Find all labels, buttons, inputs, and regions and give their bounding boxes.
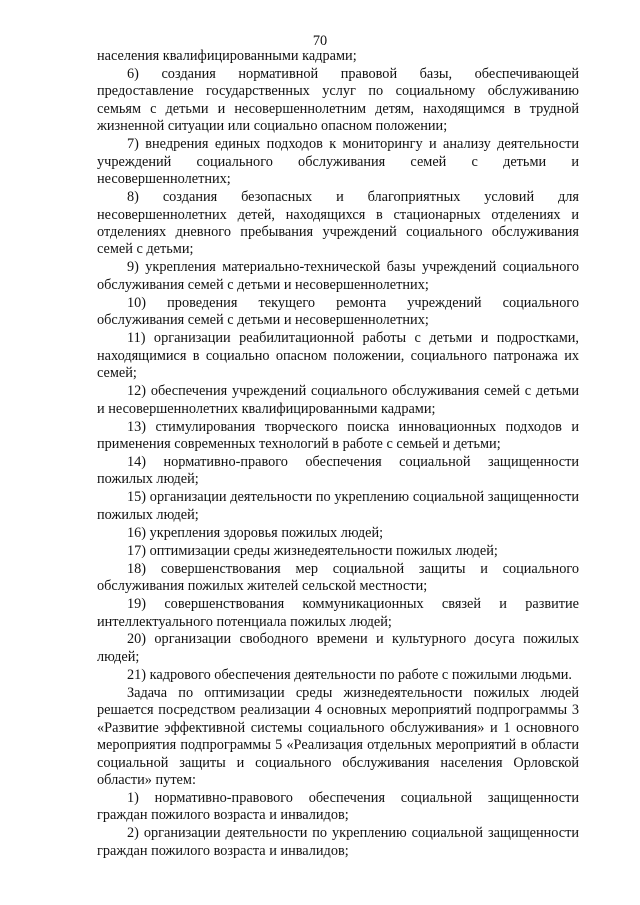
- list-item-11: 11) организации реабилитационной работы с детьми и подростками, находящимися в социально опасном положении, социального патронажа их семей;: [97, 330, 579, 382]
- list-item-16: 16) укрепления здоровья пожилых людей;: [127, 524, 384, 541]
- list-item-18: 18) совершенствования мер социальной защиты и социального обслуживания пожилых жителей сельской местности;: [97, 560, 579, 595]
- list-item-12: 12) обеспечения учреждений социального обслуживания семей с детьми и несовершеннолетних квалифицированными кадрами;: [97, 383, 579, 417]
- list-item-8: 8) создания безопасных и благоприятных условий для несовершеннолетних детей, находящихся в стационарных отделениях и отделениях дневного пребывания учреждений социального обслуживания семей с детьми;: [97, 189, 579, 258]
- list-item-9: 9) укрепления материально-технической базы учреждений социального обслуживания семей с детьми и несовершеннолетних;: [97, 259, 579, 293]
- list-item-7: 7) внедрения единых подходов к мониторингу и анализу деятельности учреждений социального обслуживания семей с детьми и несовершеннолетних;: [97, 136, 579, 188]
- list-item-19: 19) совершенствования коммуникационных связей и развитие интеллектуального потенциала пожилых людей;: [97, 596, 579, 630]
- page-number: 70: [312, 33, 328, 49]
- task-paragraph: Задача по оптимизации среды жизнедеятельности пожилых людей решается посредством реализации 4 основных мероприятий подпрограммы 3 «Развитие эффективной системы социального обслуживания» и 1 основного мероприятия подпрограммы 5 «Реализация отдельных мероприятий в области социальной защиты и социального обслуживания населения Орловской области» путем:: [97, 684, 579, 789]
- list-item-13: 13) стимулирования творческого поиска инновационных подходов и применения современных технологий в работе с семьей и детьми;: [97, 418, 579, 452]
- list-item-21: 21) кадрового обеспечения деятельности по работе с пожилыми людьми.: [127, 666, 572, 683]
- list-item-6: 6) создания нормативной правовой базы, обеспечивающей предоставление государственных услуг по социальному обслуживанию семьям с детьми и несовершеннолетним детям, находящимся в трудной жизненной ситуации или социально опасном положении;: [97, 65, 579, 135]
- paragraph-continuation: населения квалифицированными кадрами;: [97, 48, 357, 64]
- page-body: [97, 48, 579, 860]
- list-item-20: 20) организации свободного времени и культурного досуга пожилых людей;: [97, 631, 579, 665]
- list-item-17: 17) оптимизации среды жизнедеятельности пожилых людей;: [127, 542, 498, 559]
- list-item-10: 10) проведения текущего ремонта учреждений социального обслуживания семей с детьми и несовершеннолетних;: [97, 294, 579, 329]
- list-item-15: 15) организации деятельности по укреплению социальной защищенности пожилых людей;: [97, 489, 579, 523]
- list-item-14: 14) нормативно-правого обеспечения социальной защищенности пожилых людей;: [97, 453, 579, 488]
- measure-item-2: 2) организации деятельности по укреплению социальной защищенности граждан пожилого возраста и инвалидов;: [97, 825, 579, 859]
- measure-item-1: 1) нормативно-правового обеспечения социальной защищенности граждан пожилого возраста и инвалидов;: [97, 790, 579, 824]
